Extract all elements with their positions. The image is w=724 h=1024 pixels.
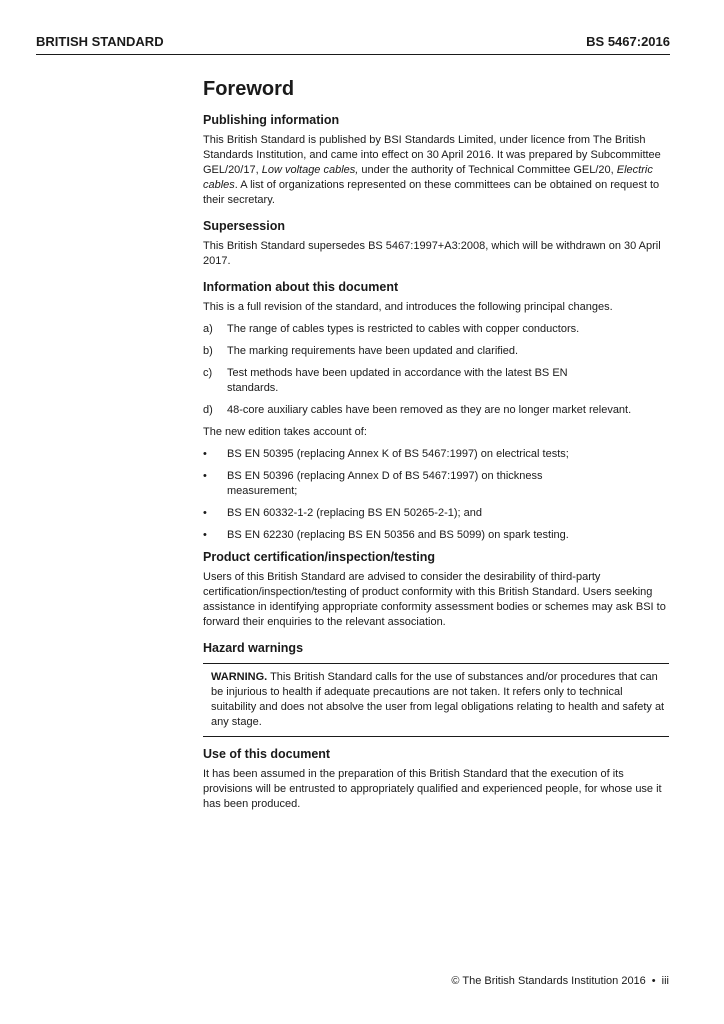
- hazard-section: [203, 641, 669, 737]
- hazard-heading: Hazard warnings: [203, 641, 304, 655]
- changes-list: [203, 322, 669, 418]
- supersession-text: This British Standard supersedes BS 5467:1997+A3:2008, which will be withdrawn on 30 April 2017.: [203, 240, 661, 267]
- supersession-heading: Supersession: [203, 219, 285, 233]
- bullet-icon: •: [203, 470, 207, 482]
- list-item-text: The marking requirements have been updated and clarified.: [227, 345, 519, 357]
- info-section: [203, 280, 669, 543]
- product-text: Users of this British Standard are advised to consider the desirability of third-party certification/inspection/testing of product conformity with this British Standard. Users seeking assistance in identifying appropriate conformity assessment bodies or schemes may ask BSI to forward their enquiries to the relevant association.: [203, 571, 666, 628]
- list-marker: d): [203, 404, 213, 416]
- bullet-icon: •: [203, 507, 207, 519]
- list-item: [203, 344, 669, 359]
- list-item-text: Test methods have been updated in accordance with the latest BS EN standards.: [227, 367, 568, 394]
- publishing-text-part: under the authority of Technical Committee GEL/20,: [358, 164, 617, 176]
- use-heading: Use of this document: [203, 747, 331, 761]
- warning-box: [203, 663, 669, 737]
- list-item: [203, 469, 669, 499]
- use-text: It has been assumed in the preparation of this British Standard that the execution of its provisions will be entrusted to appropriately qualified and experienced people, for whose use it has been produced.: [203, 768, 662, 810]
- list-item: [203, 447, 669, 462]
- footer-separator: •: [651, 975, 656, 987]
- use-section: [203, 747, 669, 812]
- page-number: iii: [661, 975, 669, 987]
- list-item-text: The range of cables types is restricted to cables with copper conductors.: [227, 323, 580, 335]
- header-standard-label: BRITISH STANDARD: [36, 34, 164, 49]
- list-marker: c): [203, 367, 213, 379]
- publishing-subcommittee-title: Low voltage cables,: [261, 164, 359, 176]
- publishing-text: [203, 133, 669, 208]
- publishing-section: [203, 113, 669, 208]
- publishing-text-part: This British Standard is published by BSI Standards Limited, under licence from The British Standards Institution, and came into effect on 30 April 2016. It was prepared by Subcommittee GEL/20/17,: [203, 134, 661, 176]
- list-marker: b): [203, 345, 213, 357]
- list-item: [203, 322, 669, 337]
- supersession-section: [203, 219, 669, 269]
- warning-label: WARNING.: [211, 671, 268, 683]
- warning-body: This British Standard calls for the use of substances and/or procedures that can be injurious to health if adequate precautions are not taken. It refers only to technical suitability and does not absolve the user from legal obligations relating to health and safety at any stage.: [211, 671, 665, 728]
- page-footer: [400, 975, 669, 987]
- info-intro: This is a full revision of the standard, and introduces the following principal changes.: [203, 301, 613, 313]
- publishing-text-part: . A list of organizations represented on these committees can be obtained on request to their secretary.: [203, 179, 660, 206]
- product-section: [203, 550, 669, 630]
- publishing-heading: Publishing information: [203, 113, 340, 127]
- product-heading: Product certification/inspection/testing: [203, 550, 435, 564]
- account-intro: The new edition takes account of:: [203, 426, 367, 438]
- list-item: [203, 366, 669, 396]
- list-item-text: BS EN 50396 (replacing Annex D of BS 5467:1997) on thickness measurement;: [227, 470, 543, 497]
- publishing-committee-title: Electric cables: [203, 164, 653, 191]
- bullet-icon: •: [203, 529, 207, 541]
- list-item-text: BS EN 50395 (replacing Annex K of BS 5467:1997) on electrical tests;: [227, 448, 569, 460]
- header-standard-number: BS 5467:2016: [586, 34, 670, 49]
- info-heading: Information about this document: [203, 280, 399, 294]
- list-item: [203, 528, 669, 543]
- copyright-text: © The British Standards Institution 2016: [451, 975, 646, 987]
- list-item: [203, 506, 669, 521]
- page-header: [36, 34, 670, 55]
- standards-list: [203, 447, 669, 543]
- list-item-text: BS EN 62230 (replacing BS EN 50356 and BS 5099) on spark testing.: [227, 529, 569, 541]
- page-title: Foreword: [203, 78, 295, 100]
- warning-text: [211, 670, 669, 730]
- foreword-content: [203, 78, 669, 823]
- bullet-icon: •: [203, 448, 207, 460]
- list-item-text: BS EN 60332-1-2 (replacing BS EN 50265-2-1); and: [227, 507, 482, 519]
- list-marker: a): [203, 323, 213, 335]
- list-item: [203, 403, 669, 418]
- list-item-text: 48-core auxiliary cables have been removed as they are no longer market relevant.: [227, 404, 632, 416]
